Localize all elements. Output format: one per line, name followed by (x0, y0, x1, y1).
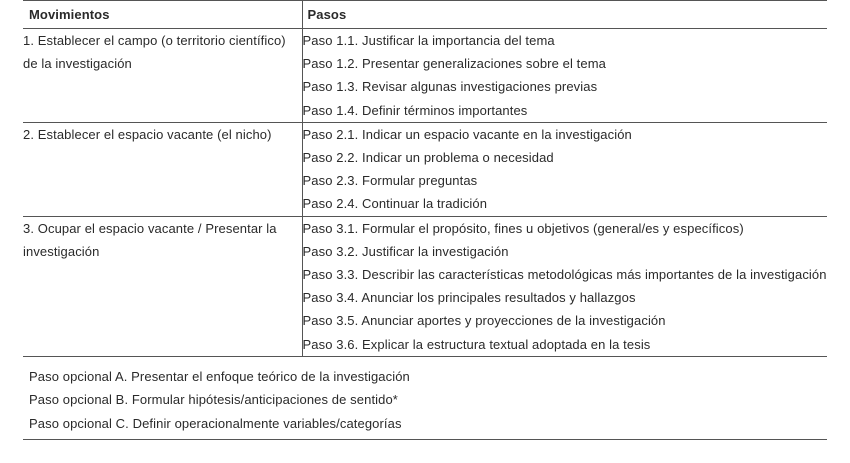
header-movimientos: Movimientos (23, 1, 302, 29)
step-1-2: Paso 1.2. Presentar generalizaciones sobre el tema (302, 56, 606, 72)
step-3-4: Paso 3.4. Anunciar los principales resultados y hallazgos (302, 290, 636, 306)
step-2-4: Paso 2.4. Continuar la tradición (302, 196, 488, 212)
step-3-2: Paso 3.2. Justificar la investigación (302, 243, 509, 259)
table-header-row (23, 1, 827, 29)
step-2-2: Paso 2.2. Indicar un problema o necesidad (302, 150, 554, 166)
move-3-label: 3. Ocupar el espacio vacante / Presentar la investigación (23, 216, 302, 356)
step-2-3: Paso 2.3. Formular preguntas (302, 173, 478, 189)
move-2-label: 2. Establecer el espacio vacante (el nicho) (23, 122, 302, 216)
move-3-steps (302, 216, 827, 356)
step-3-3: Paso 3.3. Describir las características metodológicas más importantes de la investigación (302, 267, 827, 283)
move-2-steps (302, 122, 827, 216)
moves-steps-table (23, 0, 827, 357)
optional-step-a: Paso opcional A. Presentar el enfoque teórico de la investigación (29, 368, 410, 384)
table-row-move-3 (23, 216, 827, 356)
step-3-1: Paso 3.1. Formular el propósito, fines u objetivos (general/es y específicos) (302, 220, 744, 236)
optional-step-b: Paso opcional B. Formular hipótesis/anticipaciones de sentido* (29, 392, 398, 408)
table-row-move-1 (23, 29, 827, 123)
optional-steps (23, 357, 827, 440)
optional-step-c: Paso opcional C. Definir operacionalmente variables/categorías (29, 415, 402, 431)
step-1-1: Paso 1.1. Justificar la importancia del tema (302, 33, 555, 48)
step-1-3: Paso 1.3. Revisar algunas investigaciones previas (302, 79, 598, 95)
step-1-4: Paso 1.4. Definir términos importantes (302, 102, 528, 118)
move-1-steps (302, 29, 827, 123)
header-pasos: Pasos (302, 1, 827, 29)
step-3-5: Paso 3.5. Anunciar aportes y proyecciones de la investigación (302, 313, 666, 329)
step-2-1: Paso 2.1. Indicar un espacio vacante en la investigación (302, 126, 632, 142)
move-1-label: 1. Establecer el campo (o territorio científico) de la investigación (23, 29, 302, 123)
step-3-6: Paso 3.6. Explicar la estructura textual adoptada en la tesis (302, 336, 651, 352)
table-row-move-2 (23, 122, 827, 216)
document-page (23, 0, 827, 463)
